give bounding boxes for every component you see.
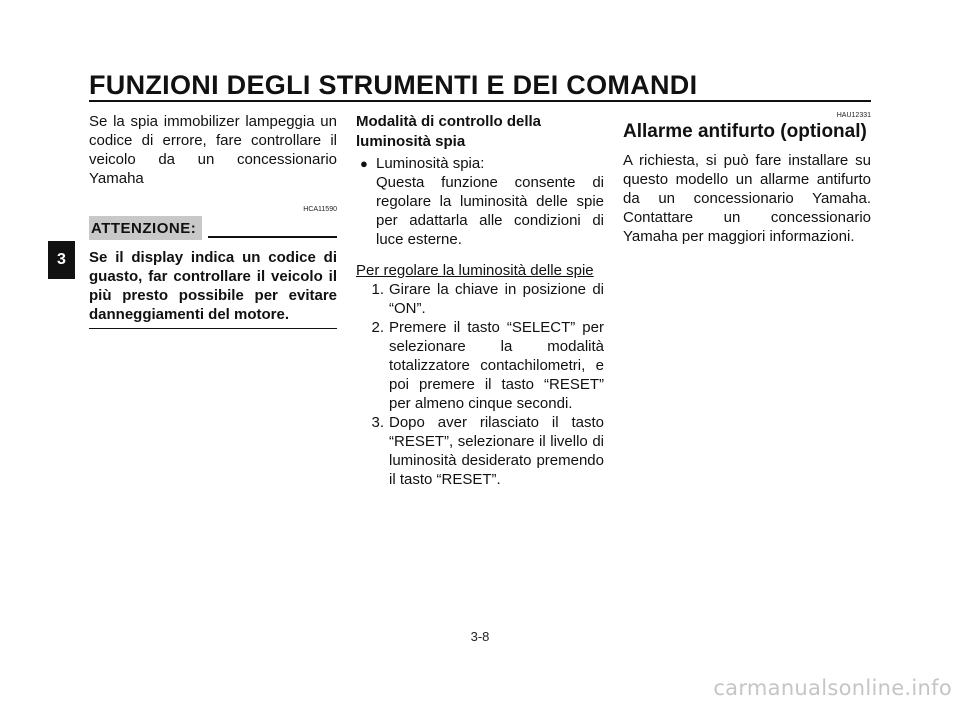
warning-header bbox=[89, 216, 337, 240]
warning-bottom-rule bbox=[89, 328, 337, 329]
warning-text: Se il display indica un codice di guasto, far controllare il veicolo il più presto possibile per evitare danneggiamenti del motore. bbox=[89, 249, 337, 323]
step-text: Dopo aver rilasciato il tasto “RESET”, selezionare il livello di luminosità desiderato premendo il tasto “RESET”. bbox=[389, 414, 604, 488]
page-number: 3-8 bbox=[470, 629, 490, 644]
bullet-dot-icon: ● bbox=[360, 156, 368, 171]
warning-ref-code: HCA11590 bbox=[303, 206, 337, 213]
section-ref-code: HAU12331 bbox=[836, 112, 871, 119]
chapter-tab: 3 bbox=[48, 241, 75, 279]
warning-label: ATTENZIONE: bbox=[89, 216, 202, 240]
brightness-bullet bbox=[356, 154, 604, 249]
watermark: carmanualsonline.info bbox=[713, 676, 952, 700]
immobilizer-intro-text: Se la spia immobilizer lampeggia un codice di errore, fare controllare il veicolo da un concessionario Yamaha bbox=[89, 113, 337, 187]
step-number: 3. bbox=[371, 414, 384, 431]
column-middle bbox=[356, 112, 604, 489]
procedure-step bbox=[356, 280, 604, 318]
step-number: 1. bbox=[371, 281, 384, 298]
step-text: Girare la chiave in posizione di “ON”. bbox=[389, 281, 604, 317]
header-rule bbox=[89, 100, 871, 102]
step-text: Premere il tasto “SELECT” per selezionare la modalità totalizzatore contachilometri, e poi premere il tasto “RESET” per almeno cinque secondi. bbox=[389, 319, 604, 412]
procedure-title: Per regolare la luminosità delle spie bbox=[356, 262, 594, 279]
page-title: FUNZIONI DEGLI STRUMENTI E DEI COMANDI bbox=[89, 70, 698, 100]
alarm-section-title: Allarme antifurto (optional) bbox=[623, 121, 867, 142]
bullet-title: Luminosità spia: bbox=[376, 155, 485, 172]
warning-rule bbox=[208, 236, 337, 238]
column-left bbox=[89, 112, 337, 329]
procedure-steps bbox=[356, 280, 604, 489]
brightness-mode-subtitle: Modalità di controllo della luminosità spia bbox=[356, 113, 542, 150]
procedure-step bbox=[356, 318, 604, 413]
bullet-text: Questa funzione consente di regolare la luminosità delle spie per adattarla alle condizioni di luce esterne. bbox=[376, 174, 604, 248]
column-right bbox=[623, 112, 871, 246]
procedure-step bbox=[356, 413, 604, 489]
step-number: 2. bbox=[371, 319, 384, 336]
alarm-section-text: A richiesta, si può fare installare su questo modello un allarme antifurto da un concessionario Yamaha. Contattare un concessionario Yamaha per maggiori informazioni. bbox=[623, 152, 871, 245]
